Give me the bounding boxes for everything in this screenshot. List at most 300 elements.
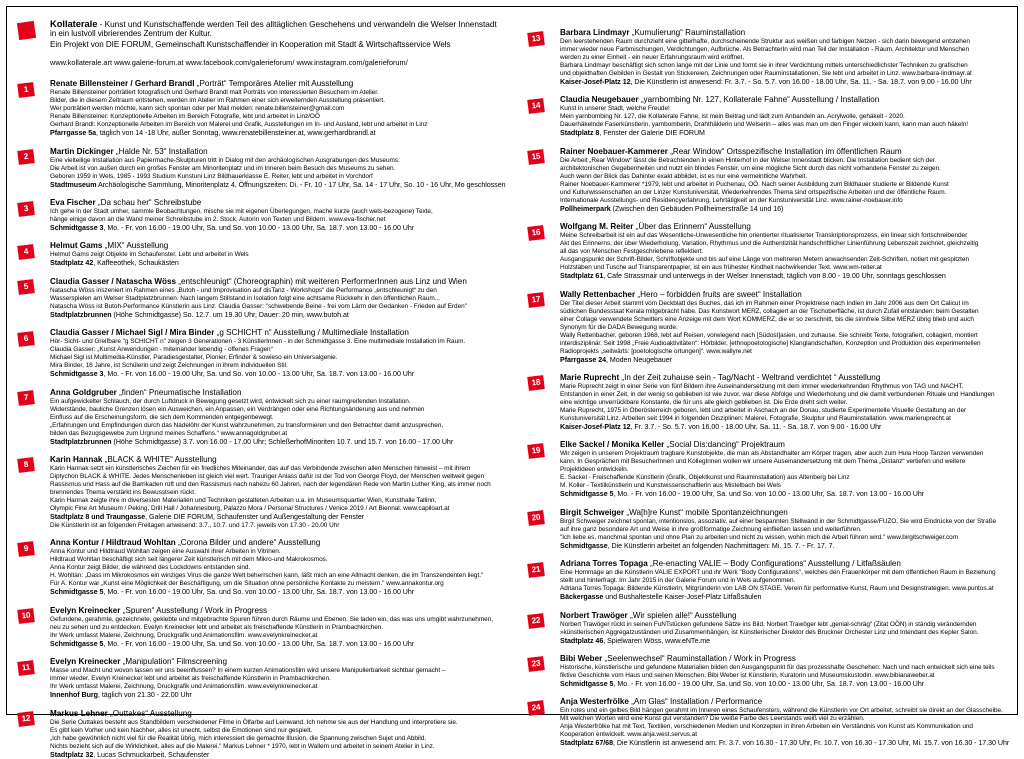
entry-description-line: Kunst in unserer Stadt, welche Freude! [560, 105, 670, 113]
entry-venue-name: Stadtplatz 61 [560, 272, 604, 281]
entry-venue-name: Kaiser-Josef-Platz 12 [560, 423, 631, 432]
two-column-layout [6, 6, 1018, 759]
entry-venue-hours: , Die Künstlerin ist anwesend am: Fr. 3.7. von 16.30 - 17.30 Uhr, Fr. 10.7. von 16.30 - 17.30 Uhr, Mi. 15.7. von 16.30 - 17.30 Uhr [612, 739, 1010, 748]
entry-description-line: brennendes Thema verstärkt ins Bewusstsein rückt. [50, 489, 196, 497]
entry-venue-line [560, 542, 1010, 551]
entry-venue-line [50, 129, 502, 138]
entry-work-title: „Rear Window“ Ortsspezifische Installation im öffentlichen Raum [667, 146, 902, 156]
entry-venue-line [560, 637, 1010, 646]
entry-venue-name: Stadtplatz 8 und Traungasse [50, 513, 146, 522]
entry-description-line: Historische, künstlerische und gefundene Materialien bilden den Ausgangspunkt für das prozesshafte Geschehen: Nach und nach entwickelt sich eine teils [560, 664, 995, 671]
entry-venue-name: Schmidtgasse 5 [50, 588, 104, 597]
entry-description-line: hänge einige davon an die Wand meiner Schreibstube im 2. Stock. Autorin von Texten und Bildern. www.eva-fischer.net [50, 216, 386, 224]
entry [12, 198, 502, 233]
entry-artist-name: Barbara Lindmayr [560, 28, 630, 37]
entry-description-line: stellt und hinterfragt. Im Jahr 2015 in der Galerie Forum und in Wels aufgenommen. [560, 577, 796, 585]
entry-venue-hours: , Kaffeeothek, Schaukästen [93, 259, 179, 268]
entry-number-badge: 17 [527, 292, 545, 307]
entry-description [50, 287, 502, 320]
entry-description [560, 621, 1010, 646]
entry [522, 147, 1010, 214]
entry-venue-line [560, 680, 1010, 689]
entry-number-badge: 8 [17, 458, 35, 473]
entry-description-line: Birgit Schweiger zeichnet spontan, intentionslos, assoziativ, auf einer bespannten Stellwand in der Schmidtgasse/FUZO. Sie wird Eindrücke von der Straße [560, 517, 997, 525]
entry-number-badge: 7 [17, 390, 35, 405]
entry-artist-name: Norbert Trawöger [560, 610, 628, 620]
entry-number-badge: 23 [527, 656, 545, 671]
right-column [512, 6, 1018, 748]
entry-title [560, 147, 1010, 157]
entry-work-title: „Porträt“ Temporäres Atelier mit Ausstellung [194, 79, 354, 89]
entry-description [560, 569, 1010, 602]
entry-artist-name: Anna Kontur / Hildtraud Wohltan [50, 538, 176, 548]
entry-description [50, 156, 506, 190]
entry-work-title: „entschleunigt“ (Choreographin) mit weiteren PerformerInnen aus Linz und Wien [176, 276, 467, 286]
entry-number-badge: 10 [17, 608, 35, 623]
entry-description [50, 667, 502, 700]
entry-title [50, 147, 502, 157]
entry-description-line: Hildtraud Wohltan beschäftigt sich seit längerer Zeit künstlerisch mit dem Mikro-und Makrokosmos. [50, 556, 328, 564]
header-urls[interactable]: www.kollaterale.art www.galerie-forum.at www.facebook.com/galerieforum/ www.instagram.com/galerieforum/ [50, 58, 408, 68]
entry-description-line: neu zu sehen und zu entdecken. Evelyn Kreinecker lebt und arbeitet als freischaffende Künstlerin in Prambachkirchen. [50, 623, 384, 631]
entry-description-line: Renate Billensteiner: Konzeptionelle Arbeiten im Bereich Fotografie, lebt und arbeitet in Linz/OÖ [50, 113, 320, 121]
entry-description-line: Entstanden in einer Zeit, in der wenig so geblieben ist wie zuvor, war diese Abfolge und Wiederholung und die damit verbundenen Rituale und Handlungen [560, 391, 995, 399]
entry [522, 222, 1010, 281]
entry-artist-name: Markus Lehner [50, 708, 108, 718]
entry-description-line: Wally Rettenbacher, geboren 1968, lebt auf Reisen, vorwiegend nach [Südost]asien, und zuhause. Sie schreibt Texte, fotografiert, collagiert, montiert [560, 331, 978, 339]
entry-description [50, 89, 502, 138]
entry-description-line: Wir zeigen in unserem Projektraum tragbare Kunstobjekte, die man als Abstandhalter am Körper tragen, aber auch zum Hula Hoop Tanzen verwenden [560, 450, 984, 458]
entry-venue-name: Stadtmuseum [50, 180, 97, 189]
entry-title [560, 654, 1010, 664]
entry [12, 146, 506, 190]
entry-description-line: südlichen Bundesstaat Kerala mitgebracht habe. Das Kunstwort MERZ, collagiert an der Tischoberfläche, ist durch Zufall entstanden: beim Gestalten [560, 307, 979, 315]
entry-description-line: Eine vielteilige Installation aus Papiermache-Skulpturen tritt in Dialog mit den archäologischen Ausgrabungen des Museums. [50, 156, 400, 164]
entry-description-line: Die Serie Outtakes besteht aus Standbildern verschiedener Filme in Ölfarbe auf Leinwand. Ich nehme sie aus der Handlung und interpretiere sie. [50, 718, 458, 726]
left-entry-list [12, 79, 506, 759]
entry-venue-line [50, 180, 506, 190]
entry-description-line: Norbert Trawöger rückt in seinen FuNTstücken gefundene Sätze ins Bild. Norbert Trawöger lebt „genial-schräg“ (Zitat OÖN) in ständig verändernden [560, 620, 977, 628]
entry-description [560, 38, 1010, 87]
entry-work-title: „Corona Bilder und andere“ Ausstellung [175, 538, 321, 548]
entry-title [50, 709, 502, 719]
entry-description-line: Renate Billensteiner porträtiert fotografisch und Gerhard Brandl malt Porträts von interessierten Besuchern im Atelier. [50, 89, 379, 97]
entry-artist-name: Renate Billensteiner / Gerhard Brandl [50, 79, 195, 89]
entry-number-badge: 1 [17, 82, 35, 97]
entry-description-line: Marie Ruprecht zeigt in einer Serie von fünf Bildern ihre Auseinandersetzung mit dem immer wiederkehrenden Rhythmus von TAG und NACHT. [560, 383, 964, 391]
entry-venue-line [50, 311, 502, 320]
entry-venue-name: Stadtplatzbrunnen [50, 437, 112, 446]
entry-description-line: einer Collage verwendete Schwitters eine Anzeige mit dem Wort KOMMERZ, die er so zerschnitt, bis die sinnfreie Silbe MERZ übrig blieb und auch [560, 315, 974, 323]
entry-title [50, 606, 502, 616]
entry-artist-name: Bibi Weber [560, 653, 603, 663]
entry-work-title: „Re-enacting VALIE – Body Configurations“ Ausstellung / Litfaßsäulen [647, 559, 901, 569]
entry [12, 606, 502, 649]
entry-venue-hours: , Die Künstlerin arbeitet an folgenden Nachmittagen: Mi. 15. 7. - Fr. 17. 7. [607, 541, 835, 550]
entry-description-line: Olympic Fine Art Museum / Peking, Drill Hall / Johannesburg, Palazzo Mora / Personal Structures / Venice 2019 / Art Biennal. www.capiloart.at [50, 505, 450, 513]
entry-description-line: Wer porträtiert werden möchte, kann sich spontan oder per Mail melden: renate.billensteiner@gmail.com [50, 105, 345, 113]
entry-description [560, 300, 1010, 365]
entry-work-title: „Am Glas“ Installation / Performance [628, 697, 763, 707]
entry-number-badge: 11 [17, 660, 35, 675]
entry-description-line: H. Wohltan: „Dass im Mikrokosmos ein winziges Virus die ganze Welt beherrschen kann, läßt mich an eine Allmacht denken, die im Transzendenten liegt." [50, 572, 484, 580]
entry-title [560, 28, 1010, 38]
entry-artist-name: Anja Westerfrölke [560, 697, 629, 707]
entry-number-badge: 2 [17, 149, 35, 164]
entry-venue-hours: Archäologische Sammlung, Minoritenplatz 4, Öffnungszeiten: Di. - Fr. 10 - 17 Uhr, Sa. 14 - 17 Uhr, So. 10 - 16 Uhr, Mo geschlossen [96, 180, 506, 189]
entry [522, 611, 1010, 646]
entry-venue-line [560, 129, 1010, 138]
entry-title [50, 79, 502, 89]
entry-venue-hours: , Die Künstlerin ist anwesend: Fr. 3.7. - So. 5.7. von 16.00 - 18.00 Uhr, Sa. 11. - Sa. 18.7. von 9.00 - 16.00 Uhr [630, 78, 972, 87]
entry-title [50, 388, 502, 398]
entry-description-line: Masse und Macht und wovon lassen wir uns beeinflussen? In einem kurzen Animationsfilm wird unsere Manipulierbarkeit sichtbar gemacht – [50, 667, 446, 675]
entry-description-line: Ausgangspunkt der Schrift-Bilder, Schriftobjekte und bis auf eine Länge von mehreren Metern anwachsenden Zeit-Schriften, notiert mit gespitzten [560, 256, 970, 264]
entry-artist-name: Marie Ruprecht [560, 372, 620, 382]
entry-description-line: bilden das Bezugsgewebe zum Urgrund meines Schaffens." www.annagoldgruber.at [50, 429, 288, 437]
entry-description-line: Ein aufgewickelter Schlauch, der durch Luftdruck in Bewegung gesetzt wird, entwickelt sich zu einer raumgreifenden Installation. [50, 397, 411, 405]
entry-venue-name: Stadtplatz 42 [50, 259, 94, 268]
entry [12, 538, 502, 597]
entry-description-line: Gefundene, gerahmte, gezeichnete, geklebte und mitgebrachte Spuren führen durch Räume und Ebenen. Sie laden ein, das was uns umgibt wahrzunehmen, [50, 615, 493, 623]
entry-artist-name: Elke Sackel / Monika Keller [560, 440, 665, 450]
entry-description [50, 465, 502, 530]
entry-venue-name: Pfarrgasse 24 [560, 355, 607, 364]
entry-venue-name: Stadtplatz 46 [560, 636, 604, 645]
entry-description [50, 251, 502, 268]
entry-venue-line [50, 259, 502, 268]
entry-description-line: »künstlerischen Aggregatzuständen und Zusammenhängen, ist Künstlerischer Direktor des Bruckner Orchester Linz und Intendant des Kepler Salon. [560, 628, 979, 636]
entry-description-line: Gerhard Brandl: Konzeptionelle Arbeiten im Bereich von Malerei und Grafik, Ausstellungen im In- und Ausland, lebt und arbeitet in Linz [50, 121, 428, 129]
entry-description-line: Der Titel dieser Arbeit stammt vom Deckblatt des Buches, das ich im Rahmen einer Projektreise nach Indien im Jahr 2006 aus dem Ort Calicut im [560, 299, 969, 307]
entry-work-title: „Da schau her“ Schreibstube [95, 198, 202, 207]
entry-title [560, 222, 1010, 232]
entry-description [50, 616, 502, 649]
entry-venue-line [560, 593, 1010, 602]
entry-title [560, 611, 1010, 621]
entry-venue-line [560, 272, 1010, 281]
entry-description [560, 664, 1010, 689]
entry-work-title: „Kumulierung“ Rauminstallation [629, 28, 746, 37]
entry-title [560, 373, 1010, 383]
entry-description-line: Claudia Gasser: „Kunst Anwendungen - miteinander lebendig - offenes Fragen“ [50, 346, 273, 354]
entry-venue-name: Stadtplatz 32 [50, 750, 94, 759]
entry-number-badge: 24 [527, 700, 545, 715]
entry-description-line: Natascha Wöss ist Butoh-Performance Künstlerin aus Linz. Claudia Gasser: "schwebende Beine - frei vom Lärm der Gedanken - Frieden auf Erden" [50, 302, 467, 310]
entry-description-line: fiktive Geschichte vom Haus und seinen Menschen. Bibi Weber ist Künstlerin, Kuratorin und Museumskustodin. www.bibianaweber.at [560, 672, 935, 679]
entry-description-line: Marie Ruprecht, 1975 in Oberösterreich geboren, lebt und arbeitet in Aschach an der Donau, studierte Experimentelle Visuelle Gestaltung an der [560, 407, 967, 415]
entry-venue-line [50, 513, 502, 522]
entry-artist-name: Claudia Neugebauer [560, 95, 639, 105]
entry-description [560, 232, 1010, 281]
entry-description-line: Die Arbeit „Rear Window“ lässt die Betrachtenden in einen Hinterhof in der Welser Innenstadt blicken. Die Installation bedient sich der [560, 156, 935, 164]
entry-title [560, 697, 1010, 707]
entry-description-line: kann. In Gesprächen mit BesucherInnen und KollegInnen wollen wir unsere Auseinandersetzung mit dem Thema „Distanz“ vertiefen und weitere [560, 458, 966, 466]
entry-description-line: werden zu einer Einheit - ein neuer Erfahrungsraum wird eröffnet. [560, 54, 745, 62]
entry-venue-name: Stadtplatzbrunnen [50, 310, 112, 319]
entry-description-line: Anna Kontur zeigt Bilder, die während des Lockdowns entstanden sind. [50, 564, 251, 572]
entry-venue-line [50, 640, 502, 649]
entry-description [50, 548, 502, 597]
entry [12, 277, 502, 320]
entry-description-line: und objekthaften Gebilden in Gestalt von Stickereien, Zeichnungen oder Rauminstallationen. Sie lebt und arbeitet in Linz. www.barbara-lindmayr.at [560, 70, 972, 78]
entry-description-line: Nichts bezieht sich auf die Wirklichkeit, alles auf die Malerei." Markus Lehner * 1970, lebt in Wallern und arbeitet in seinem Atelier in Linz. [50, 742, 435, 750]
entry-description-line: Anja Westerfrölke hat mit Text, Textilien, verschiedenen Medien und Konzepten in ihren Arbeiten ein Verständnis von Kunst als Kommunikation und [560, 723, 973, 731]
entry-description-line: Kooperation entwickelt. www.anja.west.servus.at [560, 731, 697, 739]
entry-artist-name: Martin Dickinger [50, 146, 114, 156]
entry-artist-name: Wolfgang M. Reiter [560, 222, 634, 232]
entry-description-line: interdisziplinär. Seit 1998 „Freie Audioaktivitäten“: Hörbilder, [ethnopoetologische] Klanglandschaften, Konzeption und Produktion des experimentellen [560, 339, 981, 347]
entry [522, 654, 1010, 689]
entry-venue-name: Innenhof Burg [50, 691, 98, 700]
header-tagline-1-rest: - Kunst und Kunstschaffende werden Teil des alltäglichen Geschehens und verwandeln die Welser Innenstadt [97, 19, 497, 29]
brand-name: Kollaterale [50, 18, 98, 29]
entry-title [560, 508, 1010, 518]
entry-number-badge: 5 [17, 279, 35, 294]
entry-work-title: „Über das Erinnern“ Ausstellung [633, 222, 751, 232]
entry-description [560, 707, 1010, 748]
entry-work-title: „Spuren“ Ausstellung / Work in Progress [120, 605, 268, 615]
entry-venue-name: Bäckergasse [560, 593, 604, 602]
entry-venue-name: Pfarrgasse 5a [50, 129, 97, 138]
entry-description-line: Karin Hannak setzt ein künstlerisches Zeichen für ein friedliches Miteinander, das auf das Verbindende zwischen allen Menschen hinweist – mit ihrem [50, 465, 471, 473]
entry-description-line: M. Koller - Textilkünstlerin und Kunstwissenschaftlerin aus Mistelbach bei Wels [560, 482, 781, 490]
entry-venue-name: Schmidtgasse [560, 541, 608, 550]
entry-venue-line [50, 224, 502, 233]
entry-description-line: Kunstuniversität Linz. Arbeiten seit 1994 in folgenden Disziplinen: Malerei, Fotografie, Skulptur und Rauminstallation. www.marieruprecht.at [560, 415, 951, 423]
entry [522, 373, 1010, 432]
entry-description-line: Ich gehe in der Stadt umher, sammle Beobachtungen, mische sie mit eigenen Überlegungen, mache kurze (auch wels-bezogene) Texte, [50, 208, 433, 216]
entry [522, 508, 1010, 551]
entry-description-line: Die Arbeit ist von außen durch ein großes Fenster am Minoritenplatz und im Inneren beim Besuch des Museums zu sehen. [50, 164, 396, 172]
entry-venue-line [560, 739, 1010, 748]
entry-description-line: und Kulturwissenschaften an der Linzer Kunstuniversität. Wiederkehrendes Thema sind ortspezifische Arbeiten und der öffentliche Raum. [560, 188, 947, 196]
entry-description-line: architektonischen Gegebenheiten und nutzt ein blindes Fenster, um eine mögliche Sicht durch das nicht vorhandene Fenster zu zeigen. [560, 164, 941, 172]
entry [12, 328, 502, 379]
entry-venue-hours: , Mo. - Fr. von 16.00 - 19.00 Uhr, Sa. und So. von 10.00 - 13.00 Uhr, Sa. 18.7. von 13.00 - 16.00 Uhr [103, 588, 415, 597]
entry-description-line: E. Sackel - Freischaffende Künstlerin (Grafik, Objektkunst und Rauminstallation) aus Altenberg bei Linz [560, 474, 850, 482]
entry-description-line: „Ich habe gewöhnlich nicht viel für die Realität übrig, mich interessiert die gemachte Illusion, die Spannung zwischen Sujet und Abbild. [50, 734, 427, 742]
entry-number-badge: 18 [527, 376, 545, 391]
entry-description-line: Natascha Wöss inszeniert im Rahmen eines „Butoh - und Improvisation auf disTanz - Workshops“ die Performance „entschleunigt“ zu den [50, 286, 437, 294]
entry-description-line: immer wieder neue Farbmischungen, Verdichtungen, Aufbrüche. Als BetrachterIn wird man Teil der Installation - Raum, Architektur und Menschen [560, 46, 969, 54]
entry-work-title: „MIX“ Ausstellung [102, 241, 169, 251]
entry-artist-name: Claudia Gasser / Michael Sigl / Mira Binder [50, 328, 215, 338]
entry-description-line: Mit welchen Worten wird eine Kunst gut verstanden? Die weiße Farbe des Leerstands weiß viel zu erzählen. [560, 715, 865, 723]
entry-venue-line [50, 438, 502, 447]
entry-work-title: „Manipulation“ Filmscreening [120, 657, 228, 667]
entry-title [50, 657, 502, 667]
entry-work-title: „finden“ Pneumatische Installation [116, 387, 242, 397]
entry-venue-hours: , Moden Neugebauer [606, 355, 672, 364]
entry [12, 388, 502, 447]
entry-description-line: Adriana Torres Topaga: Bildende Künstlerin, Mitgründerin von LAB ON STAGE. Verein für performative Kunst, Raum und Designstrategien. www.puntos.at [560, 585, 994, 593]
entry-artist-name: Helmut Gams [50, 241, 103, 251]
entry-description-line: Diptychon BLACK & WHITE. Jedes Menschenleben ist gleich viel wert. Trauriger Anlass dafür ist der Tod von George Floyd, der Menschen weltweit gegen [50, 473, 485, 481]
entry-venue-line [560, 205, 1010, 214]
entry-description [560, 518, 1010, 551]
entry-description-line: Michael Sigl ist Multimedia-Künstler, Paradiesgestalter, Pionier, Erfinder & sowieso ein Universalgenie. [50, 354, 338, 362]
entry-title [50, 455, 502, 465]
entry-description-line: Rainer Noebauer-Kammerer *1979, lebt und arbeitet in Puchenau, OÖ. Nach seiner Ausbildung zum Bildhauer studierte er Bildende Kunst [560, 180, 949, 188]
entry-description-line: Wasserspielen am Welser Stadtplatzbrunnen. Nach langem Stillstand in Isolation folgt eine achtsame Rückkehr in den öffentlichen Raum... [50, 294, 440, 302]
entry-venue-hours: , Mo. - Fr. von 16.00 - 19.00 Uhr, Sa. und So. von 10.00 - 13.00 Uhr, Sa. 18.7. von 13.00 - 16.00 Uhr [103, 639, 415, 648]
entry-description-line: Geboren 1959 in Wels, 1985 - 1993 Studium Kunstuni Linz Bildhauerklasse E. Reiter, lebt und arbeitet in Vorchdorf [50, 172, 373, 180]
entry [522, 440, 1010, 499]
entry-venue-hours: , Spielwaren Wöss, www.eNTe.me [603, 636, 711, 645]
entry-description [560, 157, 1010, 214]
entry-venue-hours: , Lucas Schmuckarbeit, Schaufenster [93, 750, 210, 759]
entry-venue-name: Schmidtgasse 3 [50, 224, 104, 233]
entry-number-badge: 13 [527, 31, 545, 46]
entry-work-title: „Hero – forbidden fruits are sweet“ Installation [635, 289, 802, 299]
entry-description-line: Es gibt kein Vorher und kein Nachher, alles ist unecht, selbst die Emotionen sind nur gespielt. [50, 726, 313, 734]
entry-number-badge: 14 [527, 98, 545, 113]
entry-artist-name: Anna Goldgruber [50, 387, 117, 397]
left-column [6, 6, 512, 759]
entry-description-line: Dauerhäkelnde Faserkünstlerin, yarnbomberin, Drahthäklerin und Welserin – alles was man um den Finger wickeln kann, kann man auch häkeln! [560, 121, 969, 129]
entry-description-line: Akt des Erinnerns, der über Wiederholung, Variation, Rhythmus und die Authentizität handschriftlicher Linienführung Lebenszeit zeichnet, gleichzeitig [560, 240, 979, 248]
entry-venue-hours: , Mo. - Fr. von 16.00 - 19.00 Uhr, Sa. und So. von 10.00 - 13.00 Uhr, Sa. 18.7. von 13.00 - 16.00 Uhr [613, 490, 925, 499]
entry-venue-line [560, 356, 1010, 365]
entry-description-line: Internationale Ausstellungs- und Residencyerfahrung. Lehrtätigkeit an der Kunstuniversität Linz. www.rainer-noebauer.info [560, 196, 903, 204]
entry-number-badge: 20 [527, 510, 545, 525]
entry-description-line: eine wichtige unverrückbare Konstante, die für uns alle gleich geblieben ist. Die Erde dreht sich weiter. [560, 399, 848, 407]
entry-artist-name: Claudia Gasser / Natascha Wöss [50, 276, 176, 286]
entry-description-line: Karin Hannak zeigte ihre in diversesten Materialien und Techniken gestalteten Arbeiten u.a. im Museumsquartier Wien, Kunsthalle Tallinn, [50, 497, 437, 505]
entry-venue-hours: und Bushaltestelle Kaiser-Josef-Platz Litfaßsäulen [603, 593, 762, 602]
entry-number-badge: 15 [527, 149, 545, 164]
entry-number-badge: 9 [17, 541, 35, 556]
entry-work-title: „Halde Nr. 53“ Installation [113, 146, 208, 156]
entry-description-line: immer wieder. Evelyn Kreinecker lebt und arbeitet als freischaffende Künstlerin in Prambachkirchen. [50, 675, 331, 683]
entry-extra-line: Die Künstlerin ist an folgenden Freitagen anwesend: 3.7., 10.7. und 17.7. jeweils von 17.30 - 20.00 Uhr [50, 521, 340, 529]
entry [522, 290, 1010, 365]
entry-work-title: „g SCHICHT n“ Ausstellung / Multimediale Installation [214, 328, 409, 338]
entry-description-line: auf ihre ganz besondere Art und Weise in ihre großformatige Zeichnung einfließen lassen und weiterführen. [560, 525, 862, 533]
entry-title [50, 538, 502, 548]
entry-description-line: Ihr Werk umfasst Malerei, Zeichnung, Druckgrafik und Animationsfilm. www.evelynkreinecker.at [50, 631, 318, 639]
entry-venue-line [560, 78, 1010, 87]
entry-description-line: Eine Hommage an die Künstlerin VALIE EXPORT und ihr Werk "Body Configurations", welches den Frauenkörper mit dem öffentlichen Raum in Beziehung [560, 569, 996, 577]
entry-title [560, 95, 1010, 105]
entry-title [560, 440, 1010, 450]
entry-title [560, 559, 1010, 569]
entry-venue-line [50, 751, 502, 759]
entry-description-line: "Ich liebe es, manchmal spontan und ohne Plan zu arbeiten und nicht zu wissen, wohin mich die Arbeit führen wird." www.birgitschweiger.com [560, 533, 959, 541]
entry-venue-name: Kaiser-Josef-Platz 12 [560, 78, 631, 87]
entry-venue-name: Stadtplatz 67/68 [560, 739, 613, 748]
entry [12, 79, 502, 138]
entry-venue-name: Schmidtgasse 5 [50, 639, 104, 648]
entry-artist-name: Rainer Noebauer-Kammerer [560, 146, 668, 156]
entry-description-line: „Erfahrungen und Empfindungen durch das Nadelöhr der Kunst wahrzunehmen, zu transformieren und den Betrachter damit anzusprechen, [50, 421, 444, 429]
right-entry-list [522, 28, 1010, 748]
entry-title [560, 290, 1010, 300]
entry-description-line: Den leerstehenden Raum durchzieht eine gitterhafte, durchscheinende Struktur aus weißen und farbigen Netzen - sich darin bewegend entstehen [560, 38, 970, 46]
entry-description-line: Für A. Kontur war „Kunst eine Möglichkeit der Beschäftigung, um die Situation ohne persönliche Kontakte zu meistern." www.annakontur.org [50, 580, 444, 588]
entry-description [560, 105, 1010, 138]
entry-description [50, 338, 502, 379]
entry-description-line: Projektideen entwickeln. [560, 466, 629, 474]
entry-description-line: Radioprojekts „seitwärts: [poetologische ortungen]“. www.wallyre.net [560, 347, 752, 355]
entry-artist-name: Birgit Schweiger [560, 507, 625, 517]
entry [522, 95, 1010, 138]
entry-description [560, 450, 1010, 499]
entry-description-line: Rassismus und Hass auf die Barrikaden ruft und den Rassismus nach nahezu 60 Jahren, nach der legendären Rede von Martin Luther King, als immer noch [50, 481, 491, 489]
entry-artist-name: Evelyn Kreinecker [50, 657, 121, 667]
entry-number-badge: 19 [527, 443, 545, 458]
entry-artist-name: Adriana Torres Topaga [560, 559, 648, 569]
entry-description-line: Hör- Sicht- und Greifbare "g SCHICHT n" zeigen 3 Generationen - 3 KünstlerInnen - in der Schmidtgasse 3. Eine multimediale Installation im Raum. [50, 338, 466, 346]
entry-number-badge: 6 [17, 331, 35, 346]
entry-work-title: „Seelenwechsel“ Rauminstallation / Work in Progress [602, 653, 796, 663]
entry-number-badge: 3 [17, 201, 35, 216]
entry-venue-line [560, 490, 1010, 499]
entry-work-title: „Wir spielen alle!“ Ausstellung [627, 610, 737, 620]
entry-artist-name: Eva Fischer [50, 198, 96, 207]
entry-description-line: Anna Kontur und Hildtraud Wohltan zeigen eine Auswahl ihrer Arbeiten in Vitrinen. [50, 548, 281, 556]
entry-venue-line [560, 423, 1010, 432]
entry-title [50, 328, 502, 338]
entry-description [50, 398, 502, 447]
entry-artist-name: Evelyn Kreinecker [50, 605, 121, 615]
entry-work-title: „yarnbombing Nr. 127, Kollaterale Fahne“ Ausstellung / Installation [638, 95, 880, 105]
entry-description-line: Meine Schreibarbeit ist ein auf das Wesentliche-Unwesentliche hin orientierter ritualisierter Transkriptionsprozess, ein linear sich fortschreibender [560, 232, 968, 240]
entry [522, 559, 1010, 602]
entry-work-title: „Wa[h]re Kunst“ mobile Spontanzeichnungen [624, 507, 788, 517]
entry-venue-hours: (Höhe Schmidtgasse) So. 12.7. um 19.30 Uhr, Dauer: 20 min, www.butoh.at [111, 310, 349, 319]
entry-venue-hours: , Fr. 3.7. - So. 5.7. von 16.00 - 18.00 Uhr, Sa. 11. - Sa. 18.7. von 9.00 - 16.00 Uhr [630, 423, 882, 432]
entry-number-badge: 21 [527, 562, 545, 577]
entry [12, 657, 502, 700]
entry-venue-hours: , Galerie DIE FORUM, Schaufenster und Außengestaltung der Fenster [145, 513, 365, 522]
entry-description-line: Widerstände, bauliche Grenzen lösen ein Ausweichen, ein Anpassen, ein Verdrängen oder eine Richtungsänderung aus und nehmen [50, 405, 425, 413]
entry-description [560, 383, 1010, 432]
entry-artist-name: Wally Rettenbacher [560, 289, 636, 299]
entry-venue-hours: , Fenster der Galerie DIE FORUM [599, 129, 705, 138]
entry-description-line: Helmut Gams zeigt Objekte im Schaufenster. Lebt und arbeitet in Wels [50, 251, 249, 259]
entry-venue-name: Pollheimerpark [560, 204, 611, 213]
entry-title [50, 241, 502, 251]
entry-venue-hours: , täglich von 21.30 - 22.00 Uhr [97, 691, 192, 700]
entry [12, 241, 502, 268]
entry-venue-hours: , Mo. - Fr. von 16.00 - 19.00 Uhr, Sa. und So. von 10.00 - 13.00 Uhr, Sa. 18.7. von 13.00 - 16.00 Uhr [613, 680, 925, 688]
entry-description-line: Ihr Werk umfasst Malerei, Zeichnung, Druckgrafik und Animationsfilm. www.evelynkreinecker.at [50, 683, 318, 691]
entry [522, 697, 1010, 748]
entry-description-line: Mira Binder, 16 Jahre, ist Schülerin und zeigt Zeichnungen in ihrem individuellen Stil. [50, 362, 288, 370]
entry-number-badge: 4 [17, 244, 35, 259]
entry-description-line: Einfluss auf die Erscheinungsform, die sich dem Kommenden entgegenbewegt. [50, 413, 274, 421]
entry [12, 455, 502, 530]
entry-venue-hours: , täglich von 14 -18 Uhr, außer Sonntag, www.renatebillensteiner.at, www.gerhardbrandl.at [96, 129, 376, 138]
header-tagline-line-2: in ein lustvoll vibrierendes Zentrum der Kultur. [50, 29, 212, 39]
entry [522, 28, 1010, 87]
entry-venue-line [50, 691, 502, 700]
entry-description-line: all das von Menschen Festgeschriebene reflektiert. [560, 248, 704, 256]
entry [12, 709, 502, 759]
entry-description [50, 719, 502, 759]
entry-description-line: Barbara Lindmayr beschäftigt sich schon lange mit der Linie und formt sie in ihrer Verdichtung mittels unterschiedlichster Techniken zu grafischen [560, 62, 968, 70]
entry-number-badge: 12 [17, 711, 35, 726]
entry-work-title: „Outtakes“ Ausstellung [107, 708, 192, 718]
entry-description-line: Auch wenn der Blick das Dahinter exakt abbildet, ist es nur eine vermeintliche Wahrheit. [560, 172, 808, 180]
entry-description-line: Holzstäben und Tusche auf Transparentpapier, ist ein aus frühester Kindheit nachwirkender Text. www.wm-reiter.at [560, 264, 882, 272]
entry-venue-hours: (Zwischen den Gebäuden Pollheimerstraße 14 und 16) [610, 204, 784, 213]
header-tagline-line-1 [50, 19, 502, 29]
entry-venue-hours: (Höhe Schmidtgasse) 3.7. von 16.00 - 17.00 Uhr; SchleßerhofMinoriten 10.7. und 15.7. von 16.00 - 17.00 Uhr [111, 437, 454, 446]
entry-description-line: Mein yarnbombing Nr. 127, die Kollaterale Fahne, ist mein Beitrag und lädt zum Anbandeln an. Acrylwolle, gehäkelt - 2020. [560, 113, 905, 121]
